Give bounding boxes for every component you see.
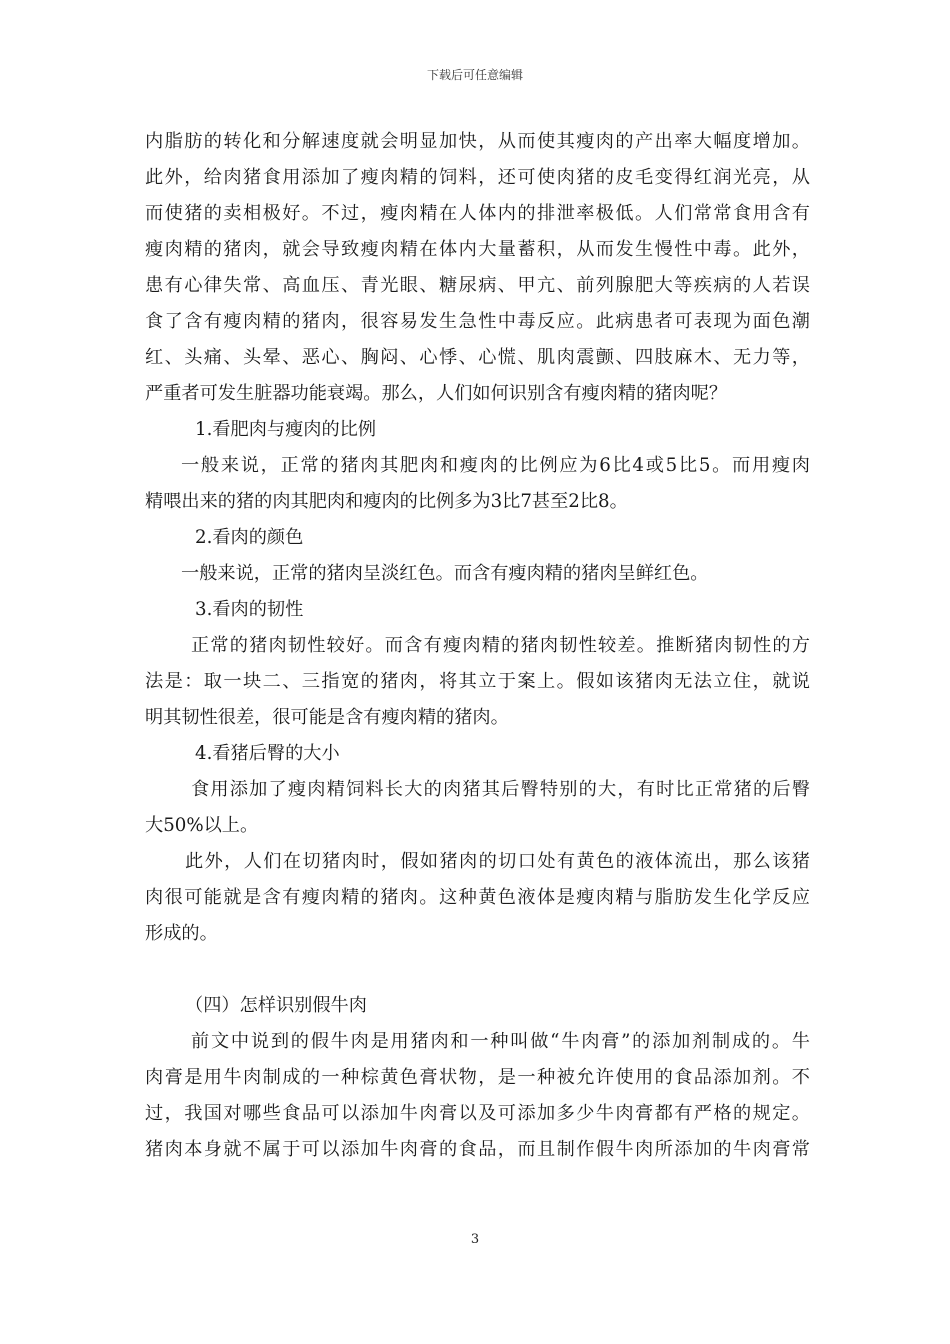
paragraph-spacer — [145, 952, 810, 988]
section-heading: （四）怎样识别假牛肉 — [185, 995, 367, 1016]
body-line: 瘦肉精的猪肉，就会导致瘦肉精在体内大量蓄积，从而发生慢性中毒。此外， — [145, 239, 810, 260]
body-line: 严重者可发生脏器功能衰竭。那么，人们如何识别含有瘦肉精的猪肉呢？ — [145, 383, 728, 404]
body-line: 而使猪的卖相极好。不过，瘦肉精在人体内的排泄率极低。人们常常食用含有 — [145, 203, 810, 224]
section-heading: 2.看肉的颜色 — [195, 527, 304, 548]
body-line: 内脂肪的转化和分解速度就会明显加快，从而使其瘦肉的产出率大幅度增加。 — [145, 131, 810, 152]
body-line: 此外，给肉猪食用添加了瘦肉精的饲料，还可使肉猪的皮毛变得红润光亮，从 — [145, 167, 810, 188]
page-header: 下载后可任意编辑 — [426, 68, 523, 82]
body-line: 食了含有瘦肉精的猪肉，很容易发生急性中毒反应。此病患者可表现为面色潮 — [145, 311, 810, 332]
section-heading: 3.看肉的韧性 — [195, 599, 304, 620]
body-line: 红、头痛、头晕、恶心、胸闷、心悸、心慌、肌肉震颤、四肢麻木、无力等， — [145, 347, 810, 368]
body-line: 肉很可能就是含有瘦肉精的猪肉。这种黄色液体是瘦肉精与脂肪发生化学反应 — [145, 887, 810, 908]
body-line: 过，我国对哪些食品可以添加牛肉膏以及可添加多少牛肉膏都有严格的规定。 — [145, 1103, 810, 1124]
body-line: 一般来说，正常的猪肉其肥肉和瘦肉的比例应为6比4或5比5。而用瘦肉 — [181, 455, 810, 476]
body-line: 正常的猪肉韧性较好。而含有瘦肉精的猪肉韧性较差。推断猪肉韧性的方 — [191, 635, 810, 656]
body-line: 患有心律失常、高血压、青光眼、糖尿病、甲亢、前列腺肥大等疾病的人若误 — [145, 275, 810, 296]
document-body — [145, 124, 810, 1168]
body-line: 明其韧性很差，很可能是含有瘦肉精的猪肉。 — [145, 707, 509, 728]
body-line: 精喂出来的猪的肉其肥肉和瘦肉的比例多为3比7甚至2比8。 — [145, 491, 628, 512]
body-line: 肉膏是用牛肉制成的一种棕黄色膏状物，是一种被允许使用的食品添加剂。不 — [145, 1067, 810, 1088]
body-line: 形成的。 — [145, 923, 218, 944]
page-number: 3 — [470, 1232, 480, 1247]
body-line: 大50%以上。 — [145, 815, 259, 836]
body-line: 法是：取一块二、三指宽的猪肉，将其立于案上。假如该猪肉无法立住，就说 — [145, 671, 810, 692]
body-line: 前文中说到的假牛肉是用猪肉和一种叫做“牛肉膏”的添加剂制成的。牛 — [191, 1031, 810, 1052]
body-line: 猪肉本身就不属于可以添加牛肉膏的食品，而且制作假牛肉所添加的牛肉膏常 — [145, 1139, 810, 1160]
body-line: 食用添加了瘦肉精饲料长大的肉猪其后臀特别的大，有时比正常猪的后臀 — [191, 779, 810, 800]
section-heading: 4.看猪后臀的大小 — [195, 743, 340, 764]
body-line: 一般来说，正常的猪肉呈淡红色。而含有瘦肉精的猪肉呈鲜红色。 — [181, 563, 709, 584]
body-line: 此外，人们在切猪肉时，假如猪肉的切口处有黄色的液体流出，那么该猪 — [185, 851, 810, 872]
section-heading: 1.看肥肉与瘦肉的比例 — [195, 419, 377, 440]
